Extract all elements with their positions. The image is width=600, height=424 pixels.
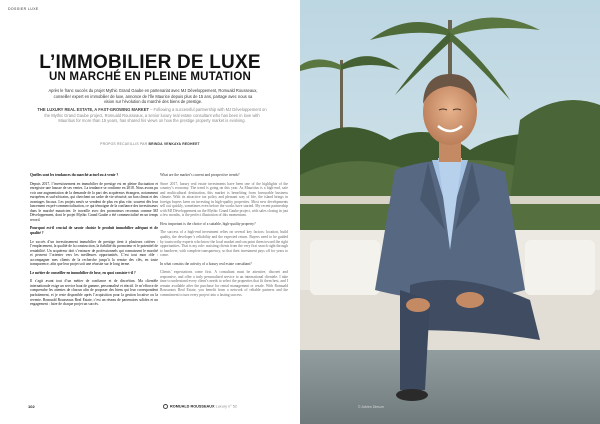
- en-question-3: In what consists the activity of a luxury real estate consultant?: [160, 261, 252, 266]
- en-answer-3: Clients’ expectations come first. A consultant must be attentive, discreet and responsive, and offer a truly personalised service to an international clientele. I take time to understand every client’s needs to select the properties that fit them best, and I remain available after the purchase for rental management or resale. With Romuald Rousseaux Real Estate, you benefit from a network of reliable partners and the commitment to turn every project into a lasting success.: [160, 270, 288, 298]
- author-credit: [0, 142, 300, 146]
- fr-question-2: Pourquoi est-il crucial de savoir choisir le produit immobilier adéquat et de qualité ?: [30, 226, 158, 236]
- intro-french: Après le franc succès du projet Mythic Grand Gaube en partenariat avec MJ Développement, Romuald Rousseaux, conseiller expert en immobilier de luxe, annonce de l’Île Maurice depuis plus de 15 ans, partage avec nous sa vision sur l’évolution du marché des biens de prestige.: [48, 88, 258, 104]
- fr-answer-3: Il s’agit avant tout d’un métier de confiance et de discrétion. Ma clientèle internationale exige un service haut de gamme, personnalisé et réactif. Je m’efforce de comprendre les attentes de chacun afin de proposer des biens qui leur correspondent parfaitement, et je reste disponible après l’acquisition pour la gestion locative ou la revente. Romuald Rousseaux Real Estate, c’est un réseau de partenaires solides et un engagement : faire de chaque projet un succès.: [30, 279, 158, 307]
- right-page: [300, 0, 600, 424]
- page-number: 102: [28, 404, 35, 409]
- footer-brand-name: ROMUALD ROUSSEAUX: [170, 404, 215, 409]
- credit-prefix: PROPOS RECUEILLIS PAR: [100, 142, 148, 146]
- photo-caption: © Adrien Dieuze: [358, 405, 385, 409]
- fr-question-3: Le métier de conseiller en immobilier de luxe, en quoi consiste-t-il ?: [30, 270, 136, 275]
- en-answer-2: The success of a high-end investment relies on several key factors: location, build quality, the developer’s reliability and the expected return. Buyers need to be guided by trustworthy experts who know the local market and can point them toward the right opportunities. That is my role: assisting clients from the very first search right through to handover, with complete transparency, so that their investment pays off for years to come.: [160, 230, 288, 258]
- en-question-2: How important is the choice of a suitable, high-quality property?: [160, 221, 256, 226]
- subheadline: UN MARCHÉ EN PLEINE MUTATION: [49, 71, 251, 83]
- column-french: [30, 173, 158, 311]
- en-answer-1: Since 2017, luxury real estate investments have been one of the highlights of the country’s economy. The trend is going on this year. As Mauritius is a high-end, safe and multicultural destination, this market is benefiting from favourable business climate. With its attractive tax policy and pleasant way of life, the island brings in foreign buyers keen on investing in high-quality properties. Most new developments sell out quickly, sometimes even before the works have started. My recent partnership with MJ Développement on the Mythic Grand Gaube project, with sales closing in just a few months, is the perfect illustration of this momentum.: [160, 181, 289, 218]
- fr-answer-2: Le succès d’un investissement immobilier de prestige tient à plusieurs critères : l’emplacement, la qualité de la construction, la fiabilité du promoteur et le potentiel de rentabilité. Un acquéreur doit s’entourer de professionnels qui connaissent le marché et peuvent l’orienter vers les meilleures opportunités. C’est tout mon rôle : accompagner mes clients de la recherche jusqu’à la remise des clés, en toute transparence, afin que leur projet soit une réussite sur le long terme.: [30, 239, 158, 267]
- intro-english-text: – Following a successful partnership with MJ Développement on the Mythic Grand Gaube project, Romuald Rousseaux, a senior luxury real estate consultant who has been in love with Mauritius for more than 15 years, has shared his views on how the prestige property market is evolving.: [44, 107, 267, 123]
- section-label: DOSSIER LUXE: [8, 7, 39, 11]
- en-question-1: What are the market’s current and prospective trends?: [160, 173, 240, 177]
- credit-name: BRINDA VENKAYA REDHEET: [148, 142, 200, 146]
- intro-english: [36, 107, 268, 124]
- intro-english-lead: THE LUXURY REAL ESTATE, A FAST-GROWING MARKET: [37, 107, 149, 112]
- portrait-photo: [300, 0, 600, 424]
- footer-issue: Luxury n° 52: [215, 404, 237, 409]
- fr-answer-1: Depuis 2017, l’investissement en immobilier de prestige est en pleine fluctuation et enregistre une hausse de ses ventes. La tendance se confirme en 2018. Nous avons pu voir une augmentation de la demande de la part des acquéreurs étrangers, notamment européens et sud-africains, qui cherchent un cadre de vie sécurisé, un bon climat et des avantages fiscaux. Les projets neufs se vendent de plus en plus vite, souvent dès leur lancement en pré-commercialisation, ce qui témoigne de la confiance des investisseurs dans le marché mauricien. Je travaille avec des promoteurs reconnus comme MJ Développement, dont le projet Mythic Grand Gaube a été commercialisé en un temps record.: [30, 181, 158, 222]
- footer-brand: [163, 404, 237, 409]
- fr-question-1: Quelles sont les tendances du marché actuel ou à venir ?: [30, 173, 119, 177]
- column-english: [160, 173, 288, 302]
- brand-logo-icon: [163, 404, 168, 409]
- headline: L’IMMOBILIER DE LUXE: [39, 52, 261, 73]
